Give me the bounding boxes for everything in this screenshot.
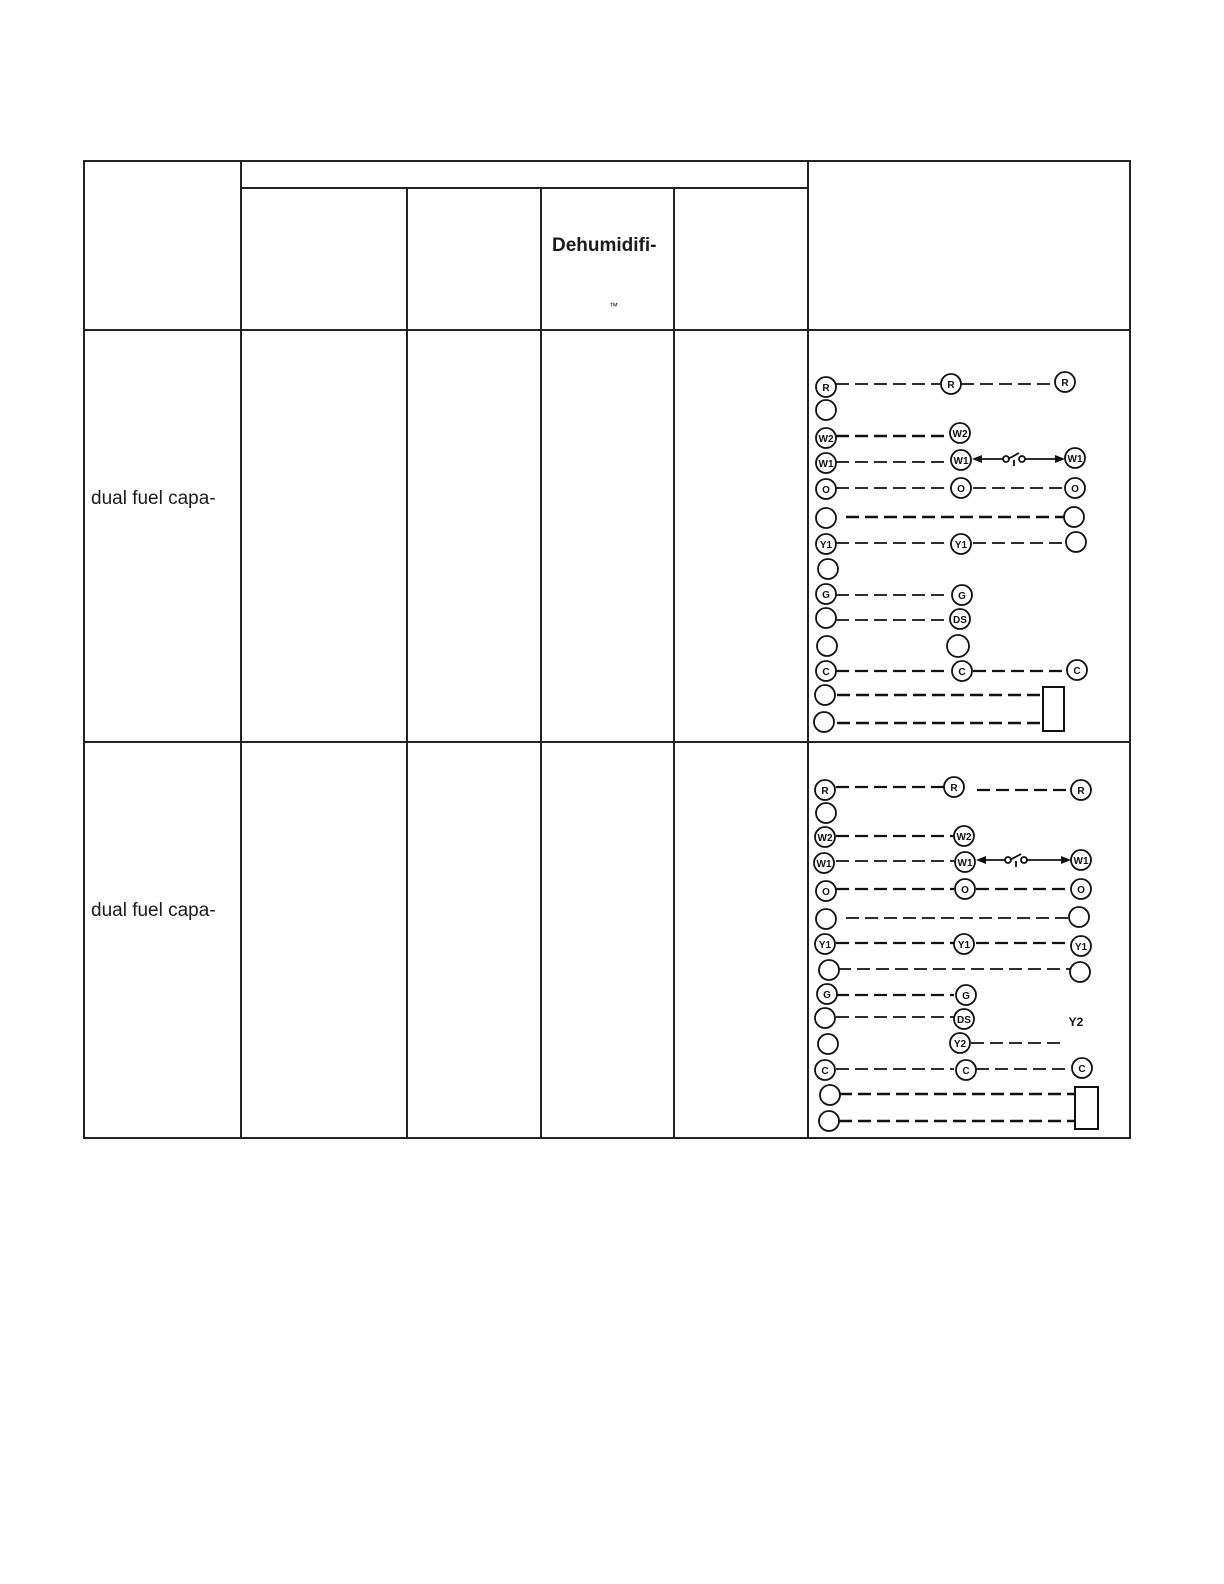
wiring-diagram-2 xyxy=(809,743,1129,1137)
terminal-label: Y1 xyxy=(819,540,833,551)
terminal-label: G xyxy=(958,591,966,602)
terminal-label: W1 xyxy=(818,459,834,470)
terminal-label: R xyxy=(1061,378,1069,389)
terminal-label: R xyxy=(1077,786,1085,797)
terminal-label: W2 xyxy=(952,429,968,440)
col-divider-4 xyxy=(673,187,675,1139)
y2-annotation: Y2 xyxy=(1068,1015,1084,1029)
terminal-label: C xyxy=(1078,1064,1086,1075)
terminal-label: DS xyxy=(953,615,967,626)
terminal-label: C xyxy=(821,1066,829,1077)
terminal-label: C xyxy=(1073,666,1081,677)
terminal-label: Y1 xyxy=(954,540,968,551)
terminal-label: O xyxy=(822,887,830,898)
wiring-diagram-1 xyxy=(809,331,1129,740)
terminal-label: W1 xyxy=(816,859,832,870)
terminal-label: W1 xyxy=(957,858,973,869)
terminal-label: DS xyxy=(957,1015,971,1026)
terminal-label: G xyxy=(962,991,970,1002)
row-2-label: dual fuel capa- xyxy=(91,900,216,921)
col-divider-2 xyxy=(406,187,408,1139)
terminal-label: W1 xyxy=(1067,454,1083,465)
terminal-label: W2 xyxy=(818,434,834,445)
terminal-label: Y1 xyxy=(818,940,832,951)
terminal-label: O xyxy=(961,885,969,896)
terminal-label: C xyxy=(958,667,966,678)
header-trademark: ™ xyxy=(609,301,618,311)
row-1-label: dual fuel capa- xyxy=(91,488,216,509)
terminal-label: W1 xyxy=(1073,856,1089,867)
terminal-label: R xyxy=(947,380,955,391)
terminal-label: W2 xyxy=(956,832,972,843)
terminal-label: R xyxy=(821,786,829,797)
terminal-label: W1 xyxy=(953,456,969,467)
terminal-label: O xyxy=(1071,484,1079,495)
terminal-label: C xyxy=(962,1066,970,1077)
terminal-label: W2 xyxy=(817,833,833,844)
header-subdivider xyxy=(241,187,808,189)
terminal-label: Y1 xyxy=(1074,942,1088,953)
terminal-label: O xyxy=(957,484,965,495)
col-divider-3 xyxy=(540,187,542,1139)
terminal-label: Y1 xyxy=(957,940,971,951)
col-divider-1 xyxy=(240,160,242,1139)
header-dehumidification-label: Dehumidifi- xyxy=(552,235,657,256)
terminal-label: O xyxy=(822,485,830,496)
terminal-label: R xyxy=(822,383,830,394)
terminal-label: G xyxy=(822,590,830,601)
terminal-label: Y2 xyxy=(953,1039,967,1050)
terminal-label: G xyxy=(823,990,831,1001)
terminal-label: O xyxy=(1077,885,1085,896)
terminal-label: R xyxy=(950,783,958,794)
terminal-label: C xyxy=(822,667,830,678)
